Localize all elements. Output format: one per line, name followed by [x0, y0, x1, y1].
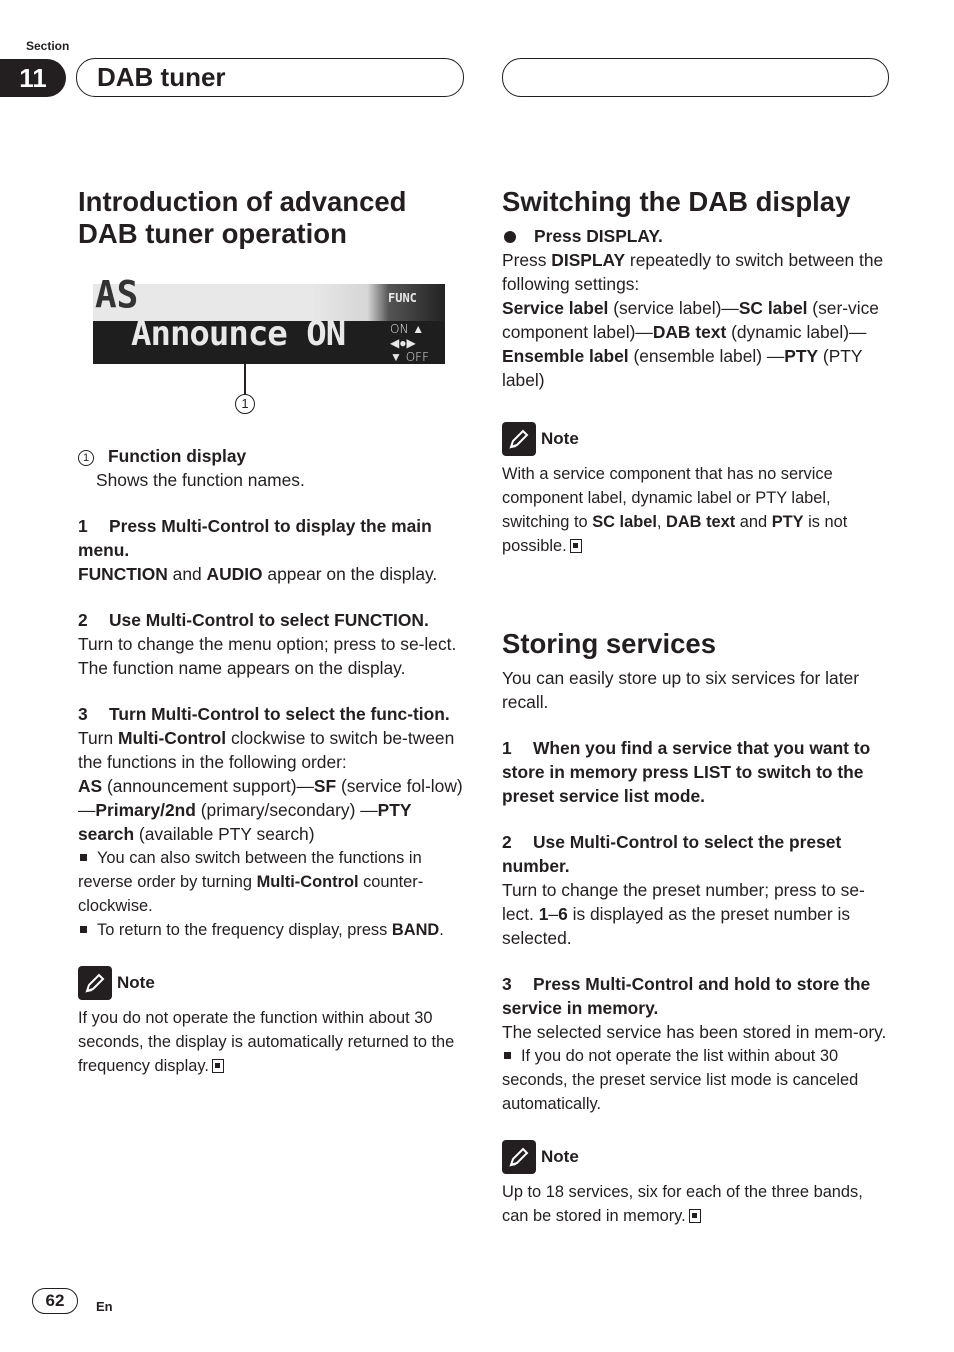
callout-number: 1	[235, 394, 255, 414]
preset-max: 6	[558, 904, 568, 924]
switch-paragraph	[502, 248, 890, 296]
note1-dab-text: DAB text	[666, 513, 736, 531]
step-2-title: Use Multi-Control to select FUNCTION.	[109, 610, 429, 630]
square-bullet-icon	[80, 854, 87, 861]
store-step-3-number: 3	[502, 974, 512, 994]
bullet-1-term: Multi-Control	[256, 873, 359, 891]
lcd-line1: AS	[95, 273, 139, 317]
square-bullet-icon	[80, 926, 87, 933]
step-3-order	[78, 774, 466, 846]
step-3-body	[78, 726, 466, 774]
joystick-icon: ●	[399, 336, 407, 350]
callout-legend	[78, 444, 466, 468]
note2-body	[502, 1180, 890, 1228]
p2-text-c: (dynamic label)—	[726, 322, 867, 342]
note1-text-a: With a service component that has no service component label, dynamic label or PTY label, switching to	[502, 465, 833, 531]
step-3-text-f: (available PTY search)	[134, 824, 315, 844]
lcd-line2: Announce ON	[131, 314, 346, 354]
preset-dash: –	[548, 904, 559, 924]
ensemble-label-term: Ensemble label	[502, 346, 629, 366]
section-label: Section	[26, 39, 70, 53]
bullet-band	[78, 918, 466, 942]
store-step-2-text-a: Turn to change the preset number; press to se-lect.	[502, 880, 865, 924]
callout-title: Function display	[108, 446, 247, 466]
store-step-2	[502, 830, 890, 878]
step-2-line2: The function name appears on the display.	[78, 658, 406, 678]
pty-term: PTY	[784, 346, 819, 366]
end-mark-icon	[570, 539, 582, 553]
section-number: 11	[0, 59, 66, 97]
step-2	[78, 608, 466, 632]
lcd-display	[93, 273, 445, 364]
store-step-2-text-b: is displayed as the preset number is selected.	[502, 904, 851, 948]
store-step-3-body: The selected service has been stored in mem-ory.	[502, 1022, 887, 1042]
storing-heading: Storing services	[502, 628, 716, 659]
end-mark-icon	[212, 1059, 224, 1073]
step-1-body	[78, 562, 466, 586]
lcd-off-label: OFF	[405, 350, 429, 364]
step-3	[78, 702, 466, 726]
note1-sc-label: SC label	[592, 513, 657, 531]
p2-text-e: (PTY label)	[502, 346, 863, 390]
note1-body	[502, 462, 890, 558]
dab-text-term: DAB text	[652, 322, 727, 342]
step-3-text-e: (primary/secondary) —	[195, 800, 378, 820]
note1-text-d: is not possible.	[502, 513, 848, 555]
right-column	[502, 186, 890, 1228]
pencil-note-icon	[78, 966, 112, 1000]
store-step-1-title: When you find a service that you want to store in memory press LIST to switch to the preset service list mode.	[502, 738, 871, 806]
note-body	[78, 1006, 466, 1078]
multi-control-term: Multi-Control	[117, 728, 227, 748]
bullet-2-text-b: .	[439, 921, 444, 939]
note-label: Note	[117, 973, 155, 992]
pencil-note-icon	[502, 422, 536, 456]
bullet-reverse	[78, 846, 466, 918]
step-1-number: 1	[78, 516, 88, 536]
p1-text-a: Press	[502, 250, 552, 270]
store-step-1	[502, 736, 890, 808]
p2-text-a: (service label)—	[608, 298, 739, 318]
step-3-text-c: (announcement support)—	[102, 776, 314, 796]
down-arrow-icon: ▼	[390, 350, 402, 364]
p2-text-b: (ser-vice component label)—	[502, 298, 879, 342]
preset-min: 1	[538, 904, 549, 924]
step-3-title: Turn Multi-Control to select the func-tion.	[109, 704, 450, 724]
end-mark-icon	[689, 1209, 701, 1223]
step-1-text-a: and	[167, 564, 207, 584]
note2-label: Note	[541, 1147, 579, 1166]
bullet-1-text-b: counter-clockwise.	[78, 873, 424, 915]
sc-label-term: SC label	[738, 298, 808, 318]
label-order	[502, 296, 890, 392]
left-arrow-icon: ◀	[390, 336, 400, 350]
function-display-figure	[78, 273, 466, 444]
band-term: BAND	[391, 921, 440, 939]
callout-line	[244, 364, 246, 394]
p2-text-d: (ensemble label) —	[628, 346, 785, 366]
pencil-note-icon	[502, 1140, 536, 1174]
note-heading	[78, 966, 466, 1000]
storing-intro: You can easily store up to six services for later recall.	[502, 668, 859, 712]
language-code: En	[96, 1299, 113, 1314]
round-bullet-icon	[504, 231, 516, 243]
step-3-text-a: Turn	[78, 728, 118, 748]
lcd-icons	[390, 322, 429, 364]
note2-text: Up to 18 services, six for each of the three bands, can be stored in memory.	[502, 1183, 863, 1225]
intro-heading: Introduction of advanced DAB tuner operation	[78, 186, 407, 249]
store-step-3	[502, 972, 890, 1020]
page-number: 62	[32, 1288, 78, 1314]
bullet-2-text-a: To return to the frequency display, press	[97, 921, 392, 939]
note2-heading	[502, 1140, 890, 1174]
store-step-2-number: 2	[502, 832, 512, 852]
header-empty-box	[502, 58, 889, 97]
right-arrow-icon: ▶	[406, 336, 416, 350]
p1-text-b: repeatedly to switch between the following settings:	[502, 250, 884, 294]
step-2-number: 2	[78, 610, 88, 630]
step-3-text-d: (service fol-low)—	[78, 776, 463, 820]
callout-legend-number: 1	[78, 450, 94, 466]
note1-pty: PTY	[771, 513, 804, 531]
note1-text-c: and	[735, 513, 772, 531]
step-1	[78, 514, 466, 562]
function-term: FUNCTION	[78, 564, 168, 584]
audio-term: AUDIO	[206, 564, 263, 584]
primary-term: Primary/2nd	[95, 800, 196, 820]
chapter-title	[76, 58, 464, 97]
square-bullet-icon	[504, 1052, 511, 1059]
step-3-number: 3	[78, 704, 88, 724]
service-label-term: Service label	[502, 298, 609, 318]
switching-heading: Switching the DAB display	[502, 186, 851, 217]
lcd-on-label: ON	[390, 322, 409, 336]
as-term: AS	[78, 776, 103, 796]
note-text: If you do not operate the function within about 30 seconds, the display is automatically returned to the frequency display.	[78, 1009, 455, 1075]
store-bullet	[502, 1044, 890, 1116]
pty-search-term: PTY search	[78, 800, 412, 844]
press-display-text: Press DISPLAY.	[534, 226, 663, 246]
step-2-line1: Turn to change the menu option; press to se-lect.	[78, 634, 457, 654]
step-1-text-b: appear on the display.	[262, 564, 438, 584]
lcd-func-label: FUNC	[388, 291, 417, 305]
left-column	[78, 186, 466, 1078]
press-display-instruction	[502, 224, 890, 248]
display-term: DISPLAY	[551, 250, 626, 270]
step-1-title: Press Multi-Control to display the main menu.	[78, 516, 432, 560]
store-step-1-number: 1	[502, 738, 512, 758]
note1-label: Note	[541, 429, 579, 448]
store-bullet-text: If you do not operate the list within about 30 seconds, the preset service list mode is canceled automatically.	[502, 1047, 859, 1113]
store-step-2-title: Use Multi-Control to select the preset number.	[502, 832, 842, 876]
sf-term: SF	[313, 776, 337, 796]
store-step-3-title: Press Multi-Control and hold to store the service in memory.	[502, 974, 871, 1018]
up-arrow-icon: ▲	[412, 322, 425, 336]
callout-text: Shows the function names.	[96, 470, 305, 490]
bullet-1-text-a: You can also switch between the functions in reverse order by turning	[78, 849, 422, 891]
store-step-2-body	[502, 878, 890, 950]
note1-text-b: ,	[656, 513, 666, 531]
chapter-title-text: DAB tuner	[97, 62, 226, 92]
note1-heading	[502, 422, 890, 456]
step-3-text-b: clockwise to switch be-tween the functions in the following order:	[78, 728, 455, 772]
